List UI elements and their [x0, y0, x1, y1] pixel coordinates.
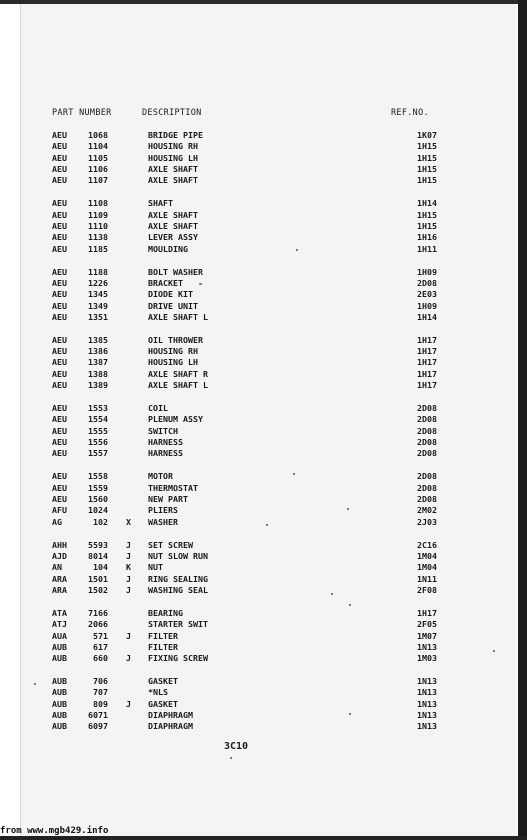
part-number: 1556 [88, 437, 108, 448]
part-prefix: AUB [52, 721, 67, 732]
part-prefix: AEU [52, 403, 67, 413]
part-ref-no: 1M04 [417, 550, 437, 561]
part-description: MOULDING [148, 243, 188, 254]
table-row [0, 653, 527, 664]
table-row [0, 175, 527, 186]
part-number: 1385 [88, 334, 108, 345]
scan-speck [296, 249, 298, 251]
part-number: 1559 [88, 482, 108, 493]
scan-speck [230, 757, 232, 759]
part-ref-no: 1M04 [417, 562, 437, 573]
part-prefix: AFU [52, 505, 67, 516]
part-ref-no: 1K07 [417, 130, 437, 140]
part-ref-no: 2F08 [417, 584, 437, 595]
table-row [0, 426, 527, 437]
part-prefix: AEU [52, 368, 67, 379]
part-number: 1502 [88, 584, 108, 595]
part-description: HARNESS [148, 448, 183, 459]
part-description: GASKET [148, 698, 178, 709]
table-row [0, 608, 527, 619]
part-number: 1185 [88, 243, 108, 254]
part-description: DIODE KIT [148, 289, 193, 300]
table-row [0, 721, 527, 732]
part-prefix: ATA [52, 607, 67, 618]
part-prefix: AEU [52, 289, 67, 300]
part-description: STARTER SWIT [148, 619, 208, 630]
part-description: FIXING SCREW [148, 653, 208, 664]
table-row [0, 153, 527, 164]
part-ref-no: 1H17 [417, 357, 437, 368]
part-description: PLIERS [148, 505, 178, 516]
part-prefix: AUA [52, 630, 67, 641]
table-row [0, 221, 527, 232]
scan-speck [34, 683, 36, 685]
part-prefix: AEU [52, 175, 67, 186]
table-row [0, 676, 527, 687]
part-number: 617 [93, 641, 108, 652]
part-ref-no: 2D08 [417, 493, 437, 504]
part-prefix: AJD [52, 550, 67, 561]
part-number: 1106 [88, 164, 108, 175]
part-number: 1110 [88, 220, 108, 231]
part-ref-no: 1H17 [417, 607, 437, 618]
part-prefix: AN [52, 562, 62, 573]
part-prefix: AG [52, 516, 62, 527]
part-description: AXLE SHAFT [148, 164, 198, 175]
part-number: 809 [93, 698, 108, 709]
part-prefix: AEU [52, 232, 67, 243]
part-number: 1104 [88, 141, 108, 152]
part-prefix: AEU [52, 414, 67, 425]
table-row [0, 642, 527, 653]
part-prefix: AEU [52, 141, 67, 152]
part-ref-no: 1N13 [417, 687, 437, 698]
table-row [0, 278, 527, 289]
part-number: 1386 [88, 346, 108, 357]
table-row [0, 346, 527, 357]
part-prefix: AEU [52, 380, 67, 391]
part-number: 1108 [88, 198, 108, 209]
part-ref-no: 2D08 [417, 425, 437, 436]
part-code: J [126, 630, 131, 641]
table-row [0, 403, 527, 414]
part-prefix: AEU [52, 300, 67, 311]
part-description: DIAPHRAGM [148, 710, 193, 720]
part-description: BRIDGE PIPE [148, 130, 203, 140]
part-ref-no: 1N13 [417, 641, 437, 652]
part-ref-no: 1H15 [417, 152, 437, 163]
part-description: SWITCH [148, 425, 178, 436]
part-ref-no: 1H16 [417, 232, 437, 243]
part-description: HOUSING LH [148, 152, 198, 163]
table-row [0, 369, 527, 380]
part-number: 1068 [88, 130, 108, 140]
part-prefix: AEU [52, 152, 67, 163]
part-number: 1388 [88, 368, 108, 379]
part-prefix: AEU [52, 448, 67, 459]
part-description: BEARING [148, 607, 183, 618]
part-prefix: AEU [52, 437, 67, 448]
part-prefix: AEU [52, 130, 67, 140]
part-code: J [126, 584, 131, 595]
part-number: 1024 [88, 505, 108, 516]
part-description: GASKET [148, 676, 178, 686]
part-number: 707 [93, 687, 108, 698]
part-ref-no: 2D08 [417, 437, 437, 448]
part-description: HOUSING RH [148, 346, 198, 357]
part-description: FILTER [148, 630, 178, 641]
page-number: 3C10 [224, 741, 249, 752]
table-row [0, 437, 527, 448]
table-row [0, 414, 527, 425]
part-description: LEVER ASSY [148, 232, 198, 243]
table-row [0, 130, 527, 141]
part-number: 7166 [88, 607, 108, 618]
part-ref-no: 1N11 [417, 573, 437, 584]
part-number: 1555 [88, 425, 108, 436]
table-row [0, 267, 527, 278]
part-prefix: AUB [52, 676, 67, 686]
scan-bottom-edge [0, 836, 527, 840]
part-description: NUT SLOW RUN [148, 550, 208, 561]
part-description: BRACKET - [148, 277, 203, 288]
table-row [0, 210, 527, 221]
scan-speck [347, 508, 349, 510]
table-row [0, 312, 527, 323]
part-ref-no: 1H11 [417, 243, 437, 254]
part-number: 660 [93, 653, 108, 664]
header-description: DESCRIPTION [142, 108, 202, 118]
part-description: NUT [148, 562, 163, 573]
part-prefix: AUB [52, 698, 67, 709]
table-row [0, 687, 527, 698]
scan-speck [349, 604, 351, 606]
part-ref-no: 1H15 [417, 164, 437, 175]
table-row [0, 699, 527, 710]
part-ref-no: 1H09 [417, 300, 437, 311]
scan-speck [293, 473, 295, 475]
part-number: 8014 [88, 550, 108, 561]
part-prefix: AUB [52, 641, 67, 652]
part-ref-no: 1M07 [417, 630, 437, 641]
part-code: J [126, 698, 131, 709]
table-row [0, 619, 527, 630]
part-ref-no: 2D08 [417, 277, 437, 288]
table-row [0, 483, 527, 494]
table-row [0, 631, 527, 642]
part-code: X [126, 516, 131, 527]
part-number: 6097 [88, 721, 108, 732]
part-number: 1560 [88, 493, 108, 504]
part-prefix: AUB [52, 710, 67, 720]
part-ref-no: 1H15 [417, 141, 437, 152]
part-number: 1107 [88, 175, 108, 186]
part-ref-no: 2F05 [417, 619, 437, 630]
part-description: HARNESS [148, 437, 183, 448]
part-number: 1558 [88, 471, 108, 482]
table-row [0, 494, 527, 505]
part-prefix: AUB [52, 653, 67, 664]
part-prefix: AEU [52, 277, 67, 288]
part-description: HOUSING RH [148, 141, 198, 152]
part-prefix: AEU [52, 357, 67, 368]
part-ref-no: 2D08 [417, 471, 437, 482]
part-description: NEW PART [148, 493, 188, 504]
header-part-number: PART NUMBER [52, 108, 112, 118]
part-prefix: ATJ [52, 619, 67, 630]
table-row [0, 517, 527, 528]
part-ref-no: 1H17 [417, 334, 437, 345]
part-code: J [126, 573, 131, 584]
table-row [0, 471, 527, 482]
part-number: 1226 [88, 277, 108, 288]
part-description: THERMOSTAT [148, 482, 198, 493]
part-description: AXLE SHAFT [148, 220, 198, 231]
part-description: FILTER [148, 641, 178, 652]
part-description: PLENUM ASSY [148, 414, 203, 425]
part-number: 1501 [88, 573, 108, 584]
part-number: 1188 [88, 266, 108, 277]
part-number: 2066 [88, 619, 108, 630]
part-number: 104 [93, 562, 108, 573]
part-description: RING SEALING [148, 573, 208, 584]
table-row [0, 710, 527, 721]
part-ref-no: 2D08 [417, 448, 437, 459]
part-prefix: AEU [52, 346, 67, 357]
scan-speck [331, 593, 333, 595]
table-row [0, 244, 527, 255]
part-prefix: AEU [52, 471, 67, 482]
part-ref-no: 2D08 [417, 403, 437, 413]
part-number: 1351 [88, 311, 108, 322]
part-prefix: AEU [52, 266, 67, 277]
part-description: *NLS [148, 687, 168, 698]
part-description: OIL THROWER [148, 334, 203, 345]
part-code: J [126, 653, 131, 664]
part-number: 706 [93, 676, 108, 686]
part-description: HOUSING LH [148, 357, 198, 368]
part-code: K [126, 562, 131, 573]
part-ref-no: 1H14 [417, 311, 437, 322]
part-number: 1105 [88, 152, 108, 163]
part-number: 1345 [88, 289, 108, 300]
part-prefix: AEU [52, 482, 67, 493]
part-number: 1349 [88, 300, 108, 311]
part-description: AXLE SHAFT R [148, 368, 208, 379]
part-ref-no: 2C16 [417, 539, 437, 550]
table-row [0, 380, 527, 391]
part-number: 102 [93, 516, 108, 527]
part-description: WASHING SEAL [148, 584, 208, 595]
part-prefix: AHH [52, 539, 67, 550]
part-number: 1138 [88, 232, 108, 243]
part-ref-no: 1N13 [417, 721, 437, 732]
table-row [0, 551, 527, 562]
part-ref-no: 1H09 [417, 266, 437, 277]
part-description: MOTOR [148, 471, 173, 482]
table-row [0, 574, 527, 585]
part-ref-no: 1N13 [417, 676, 437, 686]
table-row [0, 232, 527, 243]
part-number: 1557 [88, 448, 108, 459]
part-number: 1554 [88, 414, 108, 425]
part-ref-no: 1H15 [417, 175, 437, 186]
part-ref-no: 2D08 [417, 482, 437, 493]
part-code: J [126, 550, 131, 561]
table-row [0, 357, 527, 368]
part-prefix: ARA [52, 584, 67, 595]
table-row [0, 505, 527, 516]
part-ref-no: 1N13 [417, 698, 437, 709]
part-prefix: AEU [52, 209, 67, 220]
table-row [0, 562, 527, 573]
part-ref-no: 2M02 [417, 505, 437, 516]
part-ref-no: 1N13 [417, 710, 437, 720]
scan-speck [349, 713, 351, 715]
part-description: AXLE SHAFT L [148, 311, 208, 322]
part-description: AXLE SHAFT [148, 209, 198, 220]
part-ref-no: 1H15 [417, 209, 437, 220]
table-row [0, 540, 527, 551]
header-ref-no: REF.NO. [391, 108, 429, 118]
part-prefix: AEU [52, 198, 67, 209]
part-ref-no: 2J03 [417, 516, 437, 527]
part-number: 5593 [88, 539, 108, 550]
part-ref-no: 1M03 [417, 653, 437, 664]
part-number: 1109 [88, 209, 108, 220]
part-prefix: AEU [52, 493, 67, 504]
table-row [0, 448, 527, 459]
part-ref-no: 1H17 [417, 380, 437, 391]
table-row [0, 289, 527, 300]
part-ref-no: 1H14 [417, 198, 437, 209]
part-description: WASHER [148, 516, 178, 527]
part-description: SHAFT [148, 198, 173, 209]
table-row [0, 335, 527, 346]
table-row [0, 141, 527, 152]
table-row [0, 301, 527, 312]
part-description: COIL [148, 403, 168, 413]
part-prefix: AEU [52, 425, 67, 436]
scan-speck [266, 524, 268, 526]
part-description: AXLE SHAFT L [148, 380, 208, 391]
part-ref-no: 2E03 [417, 289, 437, 300]
scan-speck [493, 650, 495, 652]
part-prefix: ARA [52, 573, 67, 584]
part-number: 6071 [88, 710, 108, 720]
part-description: AXLE SHAFT [148, 175, 198, 186]
part-description: BOLT WASHER [148, 266, 203, 277]
part-prefix: AEU [52, 164, 67, 175]
part-number: 1387 [88, 357, 108, 368]
part-ref-no: 1H17 [417, 368, 437, 379]
table-row [0, 198, 527, 209]
table-row [0, 164, 527, 175]
table-row [0, 585, 527, 596]
part-code: J [126, 539, 131, 550]
part-prefix: AEU [52, 334, 67, 345]
part-ref-no: 1H15 [417, 220, 437, 231]
part-number: 1553 [88, 403, 108, 413]
part-ref-no: 2D08 [417, 414, 437, 425]
part-ref-no: 1H17 [417, 346, 437, 357]
part-prefix: AEU [52, 243, 67, 254]
part-description: DRIVE UNIT [148, 300, 198, 311]
part-description: DIAPHRAGM [148, 721, 193, 732]
footer-source-text: from www.mgb429.info [0, 826, 109, 836]
part-number: 1389 [88, 380, 108, 391]
part-prefix: AEU [52, 220, 67, 231]
part-description: SET SCREW [148, 539, 193, 550]
part-prefix: AEU [52, 311, 67, 322]
part-prefix: AUB [52, 687, 67, 698]
part-number: 571 [93, 630, 108, 641]
